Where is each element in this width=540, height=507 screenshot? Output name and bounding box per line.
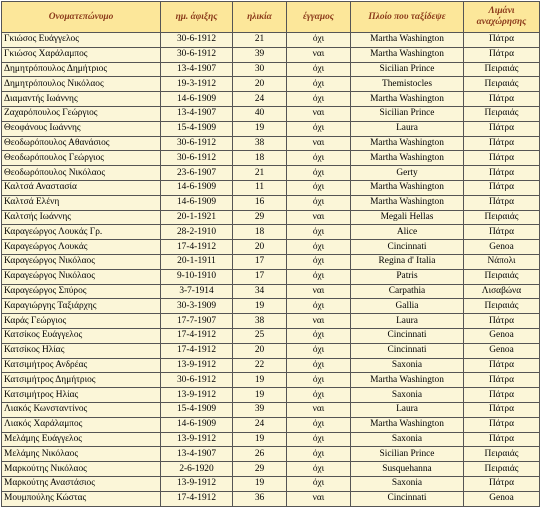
ship-cell: Alice — [351, 225, 464, 240]
name-cell: Γκιώσος Ευάγγελος — [2, 33, 161, 48]
name-cell: Διαμαντής Ιωάννης — [2, 92, 161, 107]
table-row — [2, 210, 540, 225]
table-row — [2, 166, 540, 181]
name-cell: Μουμπούλης Κώστας — [2, 491, 161, 506]
age-cell: 19 — [233, 476, 287, 491]
ship-cell: Martha Washington — [351, 180, 464, 195]
emigrants-table — [1, 1, 540, 507]
departure-port-cell: Πάτρα — [464, 151, 540, 166]
departure-port-cell: Πάτρα — [464, 195, 540, 210]
ship-cell: Sicilian Prince — [351, 447, 464, 462]
married-cell: ναι — [287, 284, 351, 299]
name-cell: Ζαχαρόπουλος Γεώργιος — [2, 106, 161, 121]
ship-cell: Cincinnati — [351, 328, 464, 343]
table-row — [2, 225, 540, 240]
header-arrival-date: ημ. άφιξης — [161, 2, 233, 33]
table-row — [2, 151, 540, 166]
header-departure-port: Λιμάνι αναχώρησης — [464, 2, 540, 33]
arrival-date-cell: 20-1-1911 — [161, 254, 233, 269]
age-cell: 36 — [233, 491, 287, 506]
married-cell: ναι — [287, 491, 351, 506]
name-cell: Κατσιμήτρος Ανδρέας — [2, 358, 161, 373]
age-cell: 38 — [233, 136, 287, 151]
departure-port-cell: Πάτρα — [464, 225, 540, 240]
departure-port-cell: Πειραιάς — [464, 62, 540, 77]
age-cell: 26 — [233, 447, 287, 462]
departure-port-cell: Πάτρα — [464, 92, 540, 107]
age-cell: 34 — [233, 284, 287, 299]
table-header — [2, 2, 540, 33]
arrival-date-cell: 17-4-1912 — [161, 343, 233, 358]
departure-port-cell: Πάτρα — [464, 166, 540, 181]
departure-port-cell: Genoa — [464, 343, 540, 358]
arrival-date-cell: 17-7-1907 — [161, 314, 233, 329]
ship-cell: Sicilian Prince — [351, 62, 464, 77]
married-cell: όχι — [287, 121, 351, 136]
arrival-date-cell: 13-9-1912 — [161, 388, 233, 403]
name-cell: Καραγεώργος Λουκάς Γρ. — [2, 225, 161, 240]
ship-cell: Martha Washington — [351, 33, 464, 48]
departure-port-cell: Πειραιάς — [464, 106, 540, 121]
departure-port-cell: Πάτρα — [464, 180, 540, 195]
age-cell: 39 — [233, 402, 287, 417]
ship-cell: Saxonia — [351, 388, 464, 403]
arrival-date-cell: 13-4-1907 — [161, 447, 233, 462]
married-cell: όχι — [287, 240, 351, 255]
table-row — [2, 47, 540, 62]
ship-cell: Patris — [351, 269, 464, 284]
departure-port-cell: Πειραιάς — [464, 462, 540, 477]
age-cell: 25 — [233, 328, 287, 343]
ship-cell: Carpathia — [351, 284, 464, 299]
married-cell: όχι — [287, 254, 351, 269]
age-cell: 24 — [233, 92, 287, 107]
table-row — [2, 491, 540, 506]
name-cell: Γκιώσος Χαράλαμπος — [2, 47, 161, 62]
ship-cell: Cincinnati — [351, 491, 464, 506]
ship-cell: Susquehanna — [351, 462, 464, 477]
departure-port-cell: Πειραιάς — [464, 269, 540, 284]
header-ship: Πλοίο που ταξίδεψε — [351, 2, 464, 33]
ship-cell: Martha Washington — [351, 47, 464, 62]
age-cell: 11 — [233, 180, 287, 195]
departure-port-cell: Πειραιάς — [464, 77, 540, 92]
name-cell: Μαρκούτης Νικόλαος — [2, 462, 161, 477]
name-cell: Καραγεώργος Σπύρος — [2, 284, 161, 299]
age-cell: 30 — [233, 62, 287, 77]
departure-port-cell: Πάτρα — [464, 402, 540, 417]
table-row — [2, 62, 540, 77]
table-row — [2, 240, 540, 255]
table-row — [2, 462, 540, 477]
table-row — [2, 314, 540, 329]
arrival-date-cell: 13-9-1912 — [161, 432, 233, 447]
arrival-date-cell: 13-4-1907 — [161, 106, 233, 121]
married-cell: όχι — [287, 299, 351, 314]
ship-cell: Martha Washington — [351, 417, 464, 432]
departure-port-cell: Πάτρα — [464, 358, 540, 373]
married-cell: όχι — [287, 447, 351, 462]
age-cell: 19 — [233, 373, 287, 388]
name-cell: Καραγεώργος Νικόλαος — [2, 269, 161, 284]
arrival-date-cell: 30-6-1912 — [161, 373, 233, 388]
married-cell: όχι — [287, 92, 351, 107]
departure-port-cell: Genoa — [464, 240, 540, 255]
married-cell: όχι — [287, 225, 351, 240]
header-name: Ονοματεπώνυμο — [2, 2, 161, 33]
name-cell: Λιακός Χαράλαμπος — [2, 417, 161, 432]
table-row — [2, 106, 540, 121]
table-row — [2, 254, 540, 269]
table-row — [2, 180, 540, 195]
table-row — [2, 299, 540, 314]
table-row — [2, 476, 540, 491]
name-cell: Δημητρόπουλος Δημήτριος — [2, 62, 161, 77]
age-cell: 19 — [233, 299, 287, 314]
header-row — [2, 2, 540, 33]
departure-port-cell: Λισαβώνα — [464, 284, 540, 299]
ship-cell: Saxonia — [351, 432, 464, 447]
arrival-date-cell: 30-6-1912 — [161, 47, 233, 62]
arrival-date-cell: 15-4-1909 — [161, 121, 233, 136]
table-row — [2, 358, 540, 373]
table-row — [2, 432, 540, 447]
married-cell: όχι — [287, 432, 351, 447]
married-cell: όχι — [287, 77, 351, 92]
departure-port-cell: Πειραιάς — [464, 210, 540, 225]
married-cell: όχι — [287, 417, 351, 432]
table-row — [2, 417, 540, 432]
arrival-date-cell: 14-6-1909 — [161, 195, 233, 210]
ship-cell: Martha Washington — [351, 195, 464, 210]
age-cell: 19 — [233, 121, 287, 136]
table-row — [2, 269, 540, 284]
name-cell: Θεοδωρόπουλος Γεώργιος — [2, 151, 161, 166]
departure-port-cell: Νάπολι — [464, 254, 540, 269]
name-cell: Καλτσής Ιωάννης — [2, 210, 161, 225]
table-row — [2, 92, 540, 107]
married-cell: όχι — [287, 373, 351, 388]
age-cell: 18 — [233, 151, 287, 166]
age-cell: 20 — [233, 240, 287, 255]
name-cell: Καράς Γεώργιος — [2, 314, 161, 329]
name-cell: Μελάμης Νικόλαος — [2, 447, 161, 462]
age-cell: 19 — [233, 388, 287, 403]
arrival-date-cell: 3-7-1914 — [161, 284, 233, 299]
departure-port-cell: Genoa — [464, 328, 540, 343]
married-cell: όχι — [287, 269, 351, 284]
ship-cell: Megali Hellas — [351, 210, 464, 225]
table-row — [2, 343, 540, 358]
ship-cell: Cincinnati — [351, 240, 464, 255]
ship-cell: Sicilian Prince — [351, 106, 464, 121]
arrival-date-cell: 17-4-1912 — [161, 491, 233, 506]
name-cell: Καραγεώργος Λουκάς — [2, 240, 161, 255]
table-row — [2, 121, 540, 136]
age-cell: 20 — [233, 343, 287, 358]
ship-cell: Saxonia — [351, 476, 464, 491]
arrival-date-cell: 17-4-1912 — [161, 328, 233, 343]
table-row — [2, 33, 540, 48]
name-cell: Κατσίκος Ηλίας — [2, 343, 161, 358]
ship-cell: Laura — [351, 121, 464, 136]
ship-cell: Saxonia — [351, 358, 464, 373]
ship-cell: Themistocles — [351, 77, 464, 92]
arrival-date-cell: 2-6-1920 — [161, 462, 233, 477]
departure-port-cell: Πάτρα — [464, 388, 540, 403]
name-cell: Θεοφάνους Ιωάννης — [2, 121, 161, 136]
header-age: ηλικία — [233, 2, 287, 33]
age-cell: 18 — [233, 225, 287, 240]
age-cell: 20 — [233, 77, 287, 92]
age-cell: 29 — [233, 462, 287, 477]
table-row — [2, 136, 540, 151]
married-cell: όχι — [287, 343, 351, 358]
table-row — [2, 388, 540, 403]
arrival-date-cell: 30-6-1912 — [161, 151, 233, 166]
header-married: έγγαμος — [287, 2, 351, 33]
name-cell: Δημητρόπουλος Νικόλαος — [2, 77, 161, 92]
married-cell: ναι — [287, 47, 351, 62]
ship-cell: Martha Washington — [351, 151, 464, 166]
age-cell: 21 — [233, 33, 287, 48]
arrival-date-cell: 14-6-1909 — [161, 180, 233, 195]
ship-cell: Gerty — [351, 166, 464, 181]
ship-cell: Martha Washington — [351, 92, 464, 107]
name-cell: Καραγιώργης Ταξιάρχης — [2, 299, 161, 314]
departure-port-cell: Πάτρα — [464, 33, 540, 48]
name-cell: Κατσίκος Ευάγγελος — [2, 328, 161, 343]
married-cell: όχι — [287, 151, 351, 166]
age-cell: 17 — [233, 254, 287, 269]
table-row — [2, 328, 540, 343]
age-cell: 19 — [233, 432, 287, 447]
age-cell: 21 — [233, 166, 287, 181]
name-cell: Κατσιμήτρος Ηλίας — [2, 388, 161, 403]
age-cell: 17 — [233, 269, 287, 284]
arrival-date-cell: 15-4-1909 — [161, 402, 233, 417]
table-row — [2, 195, 540, 210]
married-cell: ναι — [287, 402, 351, 417]
married-cell: όχι — [287, 476, 351, 491]
ship-cell: Laura — [351, 314, 464, 329]
table-row — [2, 77, 540, 92]
departure-port-cell: Πάτρα — [464, 417, 540, 432]
table-row — [2, 284, 540, 299]
table-row — [2, 447, 540, 462]
arrival-date-cell: 20-1-1921 — [161, 210, 233, 225]
married-cell: όχι — [287, 166, 351, 181]
arrival-date-cell: 14-6-1909 — [161, 417, 233, 432]
arrival-date-cell: 13-9-1912 — [161, 358, 233, 373]
age-cell: 24 — [233, 417, 287, 432]
age-cell: 29 — [233, 210, 287, 225]
married-cell: ναι — [287, 314, 351, 329]
ship-cell: Gallia — [351, 299, 464, 314]
departure-port-cell: Genoa — [464, 491, 540, 506]
table-row — [2, 402, 540, 417]
name-cell: Κατσιμήτρος Δημήτριος — [2, 373, 161, 388]
departure-port-cell: Πειραιάς — [464, 299, 540, 314]
ship-cell: Martha Washington — [351, 136, 464, 151]
departure-port-cell: Πειραιάς — [464, 447, 540, 462]
married-cell: όχι — [287, 33, 351, 48]
married-cell: ναι — [287, 136, 351, 151]
departure-port-cell: Πάτρα — [464, 476, 540, 491]
ship-cell: Cincinnati — [351, 343, 464, 358]
arrival-date-cell: 14-6-1909 — [161, 92, 233, 107]
married-cell: όχι — [287, 180, 351, 195]
arrival-date-cell: 13-9-1912 — [161, 476, 233, 491]
arrival-date-cell: 17-4-1912 — [161, 240, 233, 255]
name-cell: Θεοδωρόπουλος Νικόλαος — [2, 166, 161, 181]
table-row — [2, 373, 540, 388]
married-cell: ναι — [287, 106, 351, 121]
arrival-date-cell: 30-6-1912 — [161, 136, 233, 151]
name-cell: Μελάμης Ευάγγελος — [2, 432, 161, 447]
name-cell: Καλτσά Ελένη — [2, 195, 161, 210]
married-cell: όχι — [287, 388, 351, 403]
arrival-date-cell: 9-10-1910 — [161, 269, 233, 284]
arrival-date-cell: 19-3-1912 — [161, 77, 233, 92]
departure-port-cell: Πάτρα — [464, 136, 540, 151]
married-cell: όχι — [287, 462, 351, 477]
arrival-date-cell: 30-3-1909 — [161, 299, 233, 314]
departure-port-cell: Πάτρα — [464, 121, 540, 136]
age-cell: 22 — [233, 358, 287, 373]
arrival-date-cell: 13-4-1907 — [161, 62, 233, 77]
married-cell: όχι — [287, 62, 351, 77]
name-cell: Καραγεώργος Νικόλαος — [2, 254, 161, 269]
age-cell: 38 — [233, 314, 287, 329]
married-cell: ναι — [287, 210, 351, 225]
departure-port-cell: Πάτρα — [464, 373, 540, 388]
departure-port-cell: Πάτρα — [464, 432, 540, 447]
married-cell: όχι — [287, 358, 351, 373]
departure-port-cell: Πάτρα — [464, 47, 540, 62]
arrival-date-cell: 23-6-1907 — [161, 166, 233, 181]
married-cell: όχι — [287, 195, 351, 210]
name-cell: Θεοδωρόπουλος Αθανάσιος — [2, 136, 161, 151]
ship-cell: Regina d' Italia — [351, 254, 464, 269]
name-cell: Καλτσά Αναστασία — [2, 180, 161, 195]
age-cell: 40 — [233, 106, 287, 121]
arrival-date-cell: 30-6-1912 — [161, 33, 233, 48]
ship-cell: Laura — [351, 402, 464, 417]
married-cell: όχι — [287, 328, 351, 343]
age-cell: 16 — [233, 195, 287, 210]
table-body — [2, 33, 540, 507]
age-cell: 39 — [233, 47, 287, 62]
departure-port-cell: Πάτρα — [464, 314, 540, 329]
name-cell: Λιακός Κωνσταντίνος — [2, 402, 161, 417]
ship-cell: Martha Washington — [351, 373, 464, 388]
name-cell: Μαρκούτης Αναστάσιος — [2, 476, 161, 491]
arrival-date-cell: 28-2-1910 — [161, 225, 233, 240]
